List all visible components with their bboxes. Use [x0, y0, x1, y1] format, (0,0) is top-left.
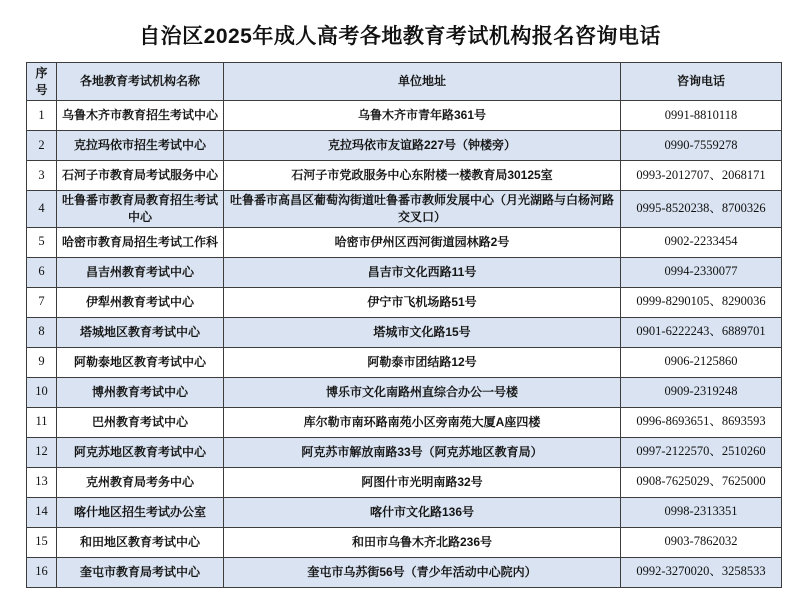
- cell-serial-number: 9: [27, 347, 57, 377]
- cell-institution: 伊犁州教育考试中心: [57, 287, 224, 317]
- cell-address: 博乐市文化南路州直综合办公一号楼: [224, 377, 621, 407]
- cell-phone: 0997-2122570、2510260: [621, 437, 782, 467]
- cell-address: 哈密市伊州区西河街道园林路2号: [224, 227, 621, 257]
- table-row: [27, 437, 782, 467]
- cell-address: 库尔勒市南环路南苑小区旁南苑大厦A座四楼: [224, 407, 621, 437]
- cell-institution: 阿勒泰地区教育考试中心: [57, 347, 224, 377]
- table-row: [27, 257, 782, 287]
- cell-address: 阿图什市光明南路32号: [224, 467, 621, 497]
- cell-institution: 阿克苏地区教育考试中心: [57, 437, 224, 467]
- cell-address: 阿勒泰市团结路12号: [224, 347, 621, 377]
- cell-institution: 哈密市教育局招生考试工作科: [57, 227, 224, 257]
- table-row: [27, 407, 782, 437]
- cell-institution: 乌鲁木齐市教育招生考试中心: [57, 101, 224, 131]
- cell-address: 阿克苏市解放南路33号（阿克苏地区教育局）: [224, 437, 621, 467]
- cell-serial-number: 13: [27, 467, 57, 497]
- header-cell-name: 各地教育考试机构名称: [57, 63, 224, 101]
- table-row: [27, 287, 782, 317]
- table-body: [27, 101, 782, 588]
- cell-institution: 和田地区教育考试中心: [57, 527, 224, 557]
- cell-phone: 0994-2330077: [621, 257, 782, 287]
- cell-serial-number: 10: [27, 377, 57, 407]
- cell-address: 乌鲁木齐市青年路361号: [224, 101, 621, 131]
- table-row: [27, 497, 782, 527]
- cell-institution: 吐鲁番市教育局教育招生考试中心: [57, 191, 224, 228]
- page-title: 自治区2025年成人高考各地教育考试机构报名咨询电话: [139, 25, 661, 48]
- cell-serial-number: 2: [27, 131, 57, 161]
- table-row: [27, 191, 782, 228]
- cell-phone: 0991-8810118: [621, 101, 782, 131]
- table-row: [27, 557, 782, 587]
- table-row: [27, 161, 782, 191]
- cell-serial-number: 6: [27, 257, 57, 287]
- cell-serial-number: 3: [27, 161, 57, 191]
- cell-phone: 0992-3270020、3258533: [621, 557, 782, 587]
- cell-serial-number: 15: [27, 527, 57, 557]
- cell-phone: 0902-2233454: [621, 227, 782, 257]
- cell-institution: 塔城地区教育考试中心: [57, 317, 224, 347]
- table-row: [27, 377, 782, 407]
- cell-serial-number: 7: [27, 287, 57, 317]
- cell-address: 昌吉市文化西路11号: [224, 257, 621, 287]
- cell-phone: 0903-7862032: [621, 527, 782, 557]
- cell-phone: 0998-2313351: [621, 497, 782, 527]
- table-row: [27, 101, 782, 131]
- table-row: [27, 317, 782, 347]
- cell-address: 吐鲁番市高昌区葡萄沟街道吐鲁番市教师发展中心（月光湖路与白杨河路交叉口）: [224, 191, 621, 228]
- table-header: [27, 63, 782, 101]
- cell-address: 克拉玛依市友谊路227号（钟楼旁）: [224, 131, 621, 161]
- cell-institution: 石河子市教育局考试服务中心: [57, 161, 224, 191]
- header-cell-no: 序号: [27, 63, 57, 101]
- cell-serial-number: 5: [27, 227, 57, 257]
- cell-serial-number: 1: [27, 101, 57, 131]
- cell-phone: 0993-2012707、2068171: [621, 161, 782, 191]
- cell-institution: 喀什地区招生考试办公室: [57, 497, 224, 527]
- cell-address: 伊宁市飞机场路51号: [224, 287, 621, 317]
- cell-institution: 博州教育考试中心: [57, 377, 224, 407]
- cell-institution: 克拉玛依市招生考试中心: [57, 131, 224, 161]
- header-row: [27, 63, 782, 101]
- cell-phone: 0909-2319248: [621, 377, 782, 407]
- cell-serial-number: 11: [27, 407, 57, 437]
- cell-address: 石河子市党政服务中心东附楼一楼教育局30125室: [224, 161, 621, 191]
- cell-institution: 克州教育局考务中心: [57, 467, 224, 497]
- table-row: [27, 131, 782, 161]
- cell-serial-number: 12: [27, 437, 57, 467]
- exam-phone-table: [26, 62, 782, 588]
- cell-address: 喀什市文化路136号: [224, 497, 621, 527]
- cell-serial-number: 8: [27, 317, 57, 347]
- table-row: [27, 347, 782, 377]
- header-cell-phone: 咨询电话: [621, 63, 782, 101]
- cell-serial-number: 4: [27, 191, 57, 228]
- cell-phone: 0995-8520238、8700326: [621, 191, 782, 228]
- cell-address: 和田市乌鲁木齐北路236号: [224, 527, 621, 557]
- cell-institution: 昌吉州教育考试中心: [57, 257, 224, 287]
- table-row: [27, 527, 782, 557]
- table-row: [27, 227, 782, 257]
- cell-phone: 0906-2125860: [621, 347, 782, 377]
- cell-phone: 0990-7559278: [621, 131, 782, 161]
- cell-address: 奎屯市乌苏街56号（青少年活动中心院内）: [224, 557, 621, 587]
- cell-phone: 0908-7625029、7625000: [621, 467, 782, 497]
- cell-serial-number: 14: [27, 497, 57, 527]
- cell-phone: 0996-8693651、8693593: [621, 407, 782, 437]
- header-cell-address: 单位地址: [224, 63, 621, 101]
- cell-phone: 0901-6222243、6889701: [621, 317, 782, 347]
- table-row: [27, 467, 782, 497]
- cell-serial-number: 16: [27, 557, 57, 587]
- cell-institution: 巴州教育考试中心: [57, 407, 224, 437]
- cell-phone: 0999-8290105、8290036: [621, 287, 782, 317]
- cell-institution: 奎屯市教育局考试中心: [57, 557, 224, 587]
- cell-address: 塔城市文化路15号: [224, 317, 621, 347]
